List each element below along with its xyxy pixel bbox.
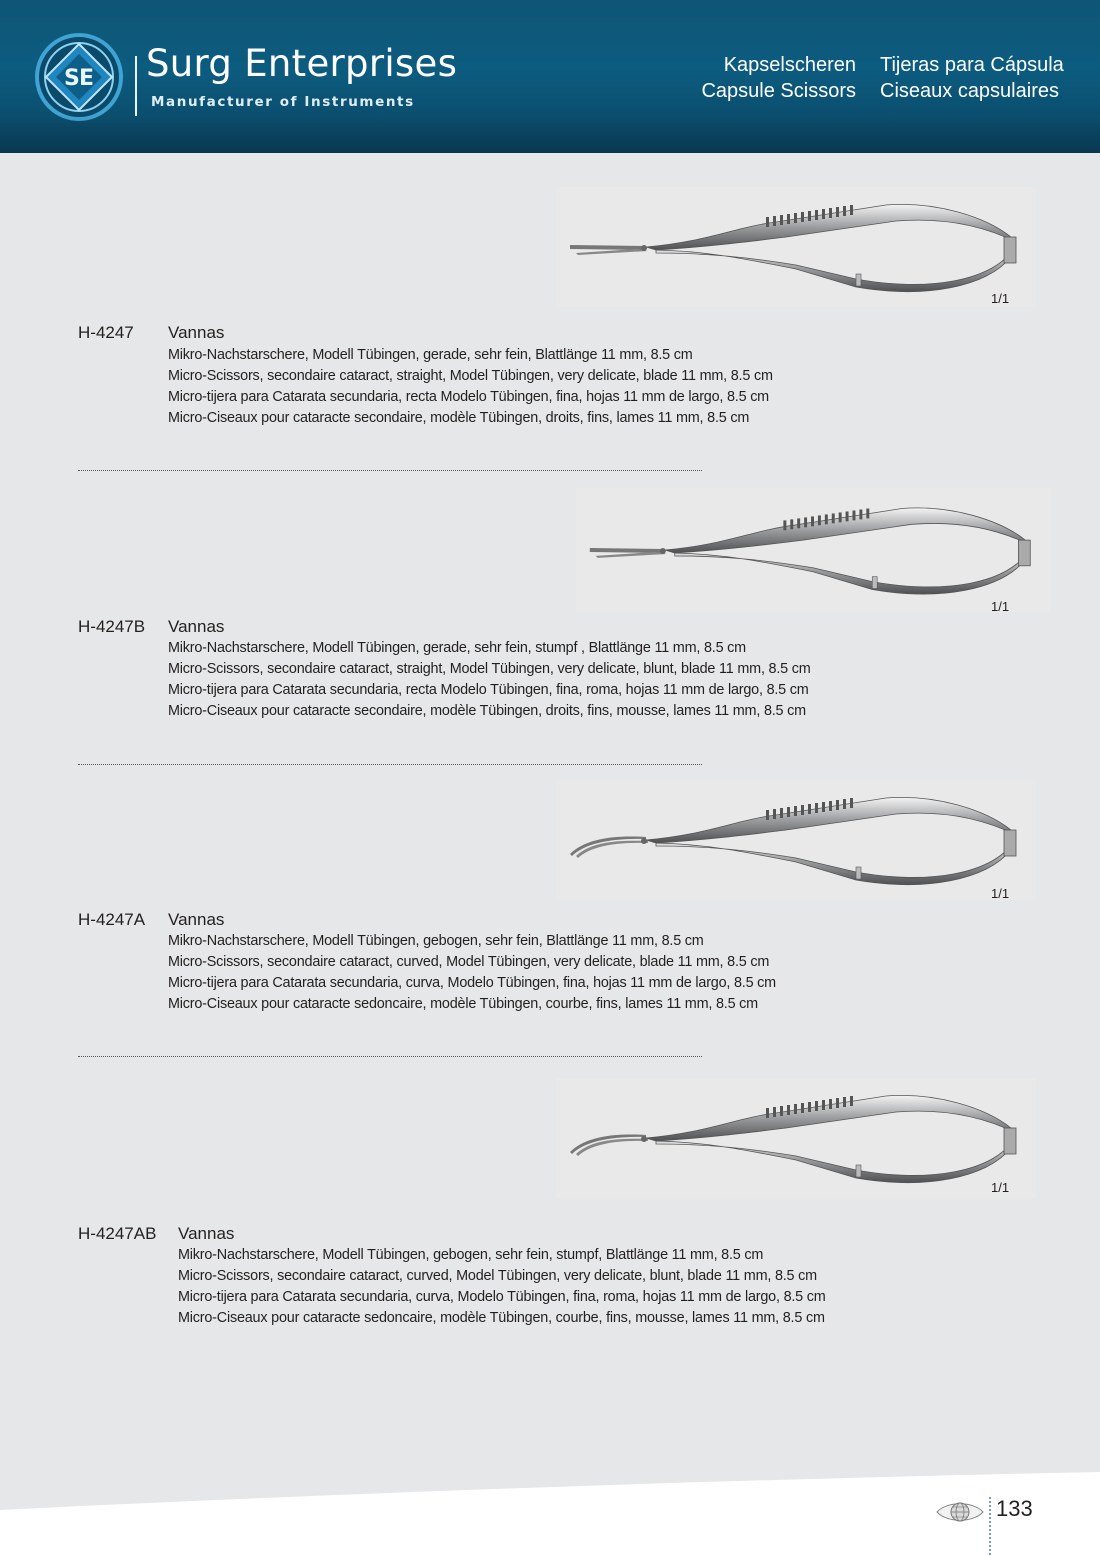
product-description <box>168 931 776 1015</box>
se-monogram-logo <box>34 32 124 122</box>
description-french: Micro-Ciseaux pour cataracte secondaire, modèle Tübingen, droits, fins, lames 11 mm, 8.5 cm <box>168 410 750 426</box>
product-code: H-4247B <box>78 617 146 636</box>
product-description <box>178 1245 826 1329</box>
dotted-divider <box>78 470 702 471</box>
dotted-divider <box>78 1056 702 1057</box>
description-french: Micro-Ciseaux pour cataracte sedoncaire, modèle Tübingen, courbe, fins, lames 11 mm, 8.5 cm <box>168 996 758 1012</box>
title-spanish: Tijeras para Cápsula <box>880 54 1064 76</box>
logo-divider <box>135 56 137 116</box>
product-name: Vannas <box>178 1224 235 1243</box>
page-header <box>0 0 1100 153</box>
scale-label: 1/1 <box>991 886 1010 901</box>
title-english: Capsule Scissors <box>701 80 856 102</box>
brand-name: Surg Enterprises <box>146 42 458 85</box>
product-photo <box>576 488 1050 612</box>
description-spanish: Micro-tijera para Catarata secundaria, curva, Modelo Tübingen, fina, hojas 11 mm de largo, 8.5 cm <box>168 975 776 991</box>
description-english: Micro-Scissors, secondaire cataract, straight, Model Tübingen, very delicate, blade 11 mm, 8.5 cm <box>168 368 773 384</box>
vannas-scissors-curved-blunt-image <box>556 1078 1036 1198</box>
description-german: Mikro-Nachstarschere, Modell Tübingen, gerade, sehr fein, Blattlänge 11 mm, 8.5 cm <box>168 347 693 363</box>
product-description <box>168 638 811 722</box>
description-german: Mikro-Nachstarschere, Modell Tübingen, gebogen, sehr fein, Blattlänge 11 mm, 8.5 cm <box>168 933 704 949</box>
description-german: Mikro-Nachstarschere, Modell Tübingen, gebogen, sehr fein, stumpf, Blattlänge 11 mm, 8.5 cm <box>178 1247 764 1263</box>
scale-label: 1/1 <box>991 291 1010 306</box>
dotted-divider <box>78 764 702 765</box>
title-french: Ciseaux capsulaires <box>880 80 1059 102</box>
description-spanish: Micro-tijera para Catarata secundaria, recta Modelo Tübingen, fina, hojas 11 mm de largo, 8.5 cm <box>168 389 769 405</box>
product-photo <box>556 187 1036 307</box>
description-french: Micro-Ciseaux pour cataracte sedoncaire, modèle Tübingen, courbe, fins, mousse, lames 11 mm, 8.5 cm <box>178 1310 825 1326</box>
description-spanish: Micro-tijera para Catarata secundaria, recta Modelo Tübingen, fina, roma, hojas 11 mm de largo, 8.5 cm <box>168 682 809 698</box>
vannas-scissors-curved-image <box>556 780 1036 900</box>
description-german: Mikro-Nachstarschere, Modell Tübingen, gerade, sehr fein, stumpf , Blattlänge 11 mm, 8.5 cm <box>168 640 746 656</box>
globe-eye-icon <box>935 1499 985 1525</box>
product-photo <box>556 1078 1036 1198</box>
description-spanish: Micro-tijera para Catarata secundaria, curva, Modelo Tübingen, fina, roma, hojas 11 mm de largo, 8.5 cm <box>178 1289 826 1305</box>
product-code: H-4247 <box>78 323 134 342</box>
vannas-scissors-straight-image <box>556 187 1036 307</box>
scale-label: 1/1 <box>991 599 1010 614</box>
product-name: Vannas <box>168 910 225 929</box>
header-titles-right <box>880 52 1064 104</box>
product-code: H-4247AB <box>78 1224 157 1243</box>
product-description <box>168 345 773 429</box>
brand-tagline: Manufacturer of Instruments <box>151 94 415 110</box>
title-german: Kapselscheren <box>723 54 856 76</box>
description-french: Micro-Ciseaux pour cataracte secondaire, modèle Tübingen, droits, fins, mousse, lames 11 mm, 8.5 cm <box>168 703 806 719</box>
vannas-scissors-straight-blunt-image <box>576 488 1050 612</box>
page-number: 133 <box>996 1496 1033 1521</box>
description-english: Micro-Scissors, secondaire cataract, curved, Model Tübingen, very delicate, blunt, blade 11 mm, 8.5 cm <box>178 1268 817 1284</box>
product-name: Vannas <box>168 323 225 342</box>
header-titles-left <box>701 52 856 104</box>
scale-label: 1/1 <box>991 1180 1010 1195</box>
product-photo <box>556 780 1036 900</box>
description-english: Micro-Scissors, secondaire cataract, straight, Model Tübingen, very delicate, blunt, blade 11 mm, 8.5 cm <box>168 661 811 677</box>
svg-text:E: E <box>79 66 95 91</box>
product-code: H-4247A <box>78 910 146 929</box>
svg-text:S: S <box>64 66 80 91</box>
description-english: Micro-Scissors, secondaire cataract, curved, Model Tübingen, very delicate, blade 11 mm, 8.5 cm <box>168 954 770 970</box>
product-name: Vannas <box>168 617 225 636</box>
page-number-rule <box>989 1497 991 1555</box>
